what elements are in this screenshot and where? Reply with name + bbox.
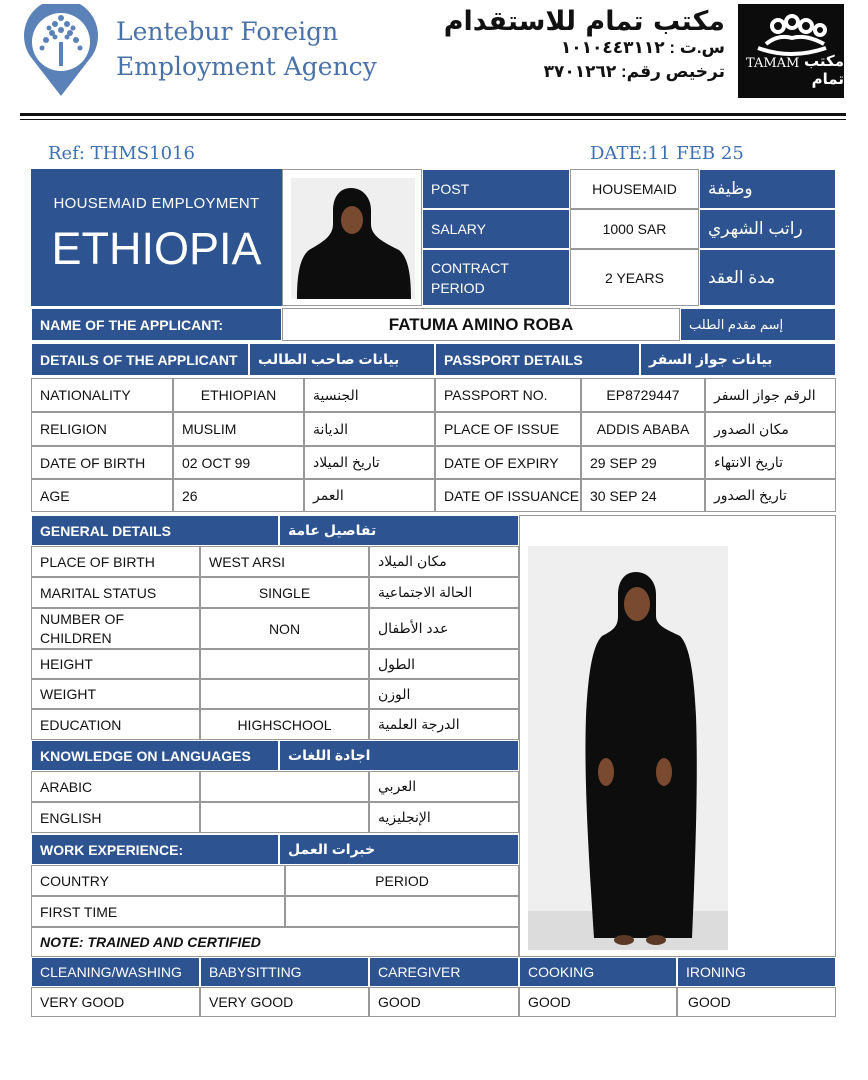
marital-status-arabic: الحالة الاجتماعية (369, 577, 519, 608)
skill-ironing: IRONING (677, 957, 836, 987)
place-of-issue-label: PLACE OF ISSUE (435, 412, 581, 446)
work-country-header: COUNTRY (31, 865, 285, 896)
religion-value: MUSLIM (173, 412, 304, 446)
english-language-value (200, 802, 369, 833)
nationality-label: NATIONALITY (31, 378, 173, 412)
post-value: HOUSEMAID (570, 169, 699, 209)
arabic-language-arabic: العربي (369, 771, 519, 802)
skill-cooking-level: GOOD (519, 987, 677, 1017)
skill-ironing-level: GOOD (677, 987, 836, 1017)
passport-no-arabic: الرقم جواز السفر (705, 378, 836, 412)
nationality-arabic: الجنسية (304, 378, 435, 412)
languages-header: KNOWLEDGE ON LANGUAGES (31, 740, 279, 771)
place-of-birth-label: PLACE OF BIRTH (31, 546, 200, 577)
skill-babysitting: BABYSITTING (200, 957, 369, 987)
height-value (200, 649, 369, 679)
arabic-language-label: ARABIC (31, 771, 200, 802)
reference-number: Ref: THMS1016 (48, 143, 195, 164)
agency-line2: Employment Agency (116, 52, 377, 81)
nationality-value: ETHIOPIAN (173, 378, 304, 412)
country-banner (31, 169, 282, 306)
arabic-office-name: مكتب تمام للاستقدام (443, 6, 725, 37)
tamam-logo-text: TAMAM (746, 56, 800, 71)
place-of-issue-arabic: مكان الصدور (705, 412, 836, 446)
photo-frame (282, 169, 422, 306)
expiry-label: DATE OF EXPIRY (435, 446, 581, 479)
languages-header-arabic: اجادة اللغات (279, 740, 519, 771)
banner-country: ETHIOPIA (51, 223, 262, 274)
age-value: 26 (173, 479, 304, 512)
banner-subtitle: HOUSEMAID EMPLOYMENT (53, 195, 260, 212)
skill-cleaning: CLEANING/WASHING (31, 957, 200, 987)
english-language-label: ENGLISH (31, 802, 200, 833)
arabic-license-number: ترخيص رقم: ٣٧٠١٢٦٢ (543, 62, 725, 81)
applicant-name-arabic: إسم مقدم الطلب (680, 308, 836, 341)
contract-arabic: مدة العقد (699, 249, 836, 306)
passport-header: PASSPORT DETAILS (435, 343, 640, 376)
tamam-logo-arabic: مكتب تمام (803, 53, 844, 88)
children-arabic: عدد الأطفال (369, 608, 519, 649)
weight-arabic: الوزن (369, 679, 519, 709)
applicant-full-photo (528, 546, 728, 950)
work-period-value (285, 896, 519, 927)
work-header: WORK EXPERIENCE: (31, 834, 279, 865)
dob-arabic: تاريخ الميلاد (304, 446, 435, 479)
applicant-name-label: NAME OF THE APPLICANT: (31, 308, 282, 341)
work-header-arabic: خبرات العمل (279, 834, 519, 865)
marital-status-value: SINGLE (200, 577, 369, 608)
details-header: DETAILS OF THE APPLICANT (31, 343, 249, 376)
place-of-issue-value: ADDIS ABABA (581, 412, 705, 446)
age-arabic: العمر (304, 479, 435, 512)
general-header: GENERAL DETAILS (31, 515, 279, 546)
dob-value: 02 OCT 99 (173, 446, 304, 479)
arabic-language-value (200, 771, 369, 802)
agency-logo (22, 4, 100, 98)
weight-label: WEIGHT (31, 679, 200, 709)
training-note: NOTE: TRAINED AND CERTIFIED (31, 927, 519, 957)
general-header-arabic: تفاصيل عامة (279, 515, 519, 546)
religion-arabic: الديانة (304, 412, 435, 446)
skill-cooking: COOKING (519, 957, 677, 987)
education-arabic: الدرجة العلمية (369, 709, 519, 740)
education-label: EDUCATION (31, 709, 200, 740)
religion-label: RELIGION (31, 412, 173, 446)
applicant-name: FATUMA AMINO ROBA (282, 308, 680, 341)
applicant-portrait (291, 178, 415, 299)
agency-line1: Lentebur Foreign (116, 17, 339, 46)
salary-value: 1000 SAR (570, 209, 699, 249)
work-first-time: FIRST TIME (31, 896, 285, 927)
salary-arabic: راتب الشهري (699, 209, 836, 249)
issuance-arabic: تاريخ الصدور (705, 479, 836, 512)
skill-caregiver: CAREGIVER (369, 957, 519, 987)
education-value: HIGHSCHOOL (200, 709, 369, 740)
contract-value: 2 YEARS (570, 249, 699, 306)
age-label: AGE (31, 479, 173, 512)
issuance-value: 30 SEP 24 (581, 479, 705, 512)
children-value: NON (200, 608, 369, 649)
post-label: POST (422, 169, 570, 209)
passport-no-label: PASSPORT NO. (435, 378, 581, 412)
expiry-arabic: تاريخ الانتهاء (705, 446, 836, 479)
header-rule-thin (20, 119, 846, 120)
skill-caregiver-level: GOOD (369, 987, 519, 1017)
height-label: HEIGHT (31, 649, 200, 679)
tamam-logo (738, 4, 844, 98)
place-of-birth-arabic: مكان الميلاد (369, 546, 519, 577)
work-period-header: PERIOD (285, 865, 519, 896)
details-header-arabic: بيانات صاحب الطالب (249, 343, 435, 376)
tree-pin-icon (22, 4, 100, 98)
passport-header-arabic: بيانات جواز السفر (640, 343, 836, 376)
arabic-cr-number: س.ت : ١٠١٠٤٤٣١١٢ (560, 38, 725, 57)
document-date: DATE:11 FEB 25 (590, 143, 744, 164)
skill-babysitting-level: VERY GOOD (200, 987, 369, 1017)
salary-label: SALARY (422, 209, 570, 249)
contract-label: CONTRACT PERIOD (422, 249, 570, 306)
passport-no-value: EP8729447 (581, 378, 705, 412)
marital-status-label: MARITAL STATUS (31, 577, 200, 608)
children-label: NUMBER OF CHILDREN (31, 608, 200, 649)
header-rule-thick (20, 113, 846, 116)
height-arabic: الطول (369, 649, 519, 679)
place-of-birth-value: WEST ARSI (200, 546, 369, 577)
expiry-value: 29 SEP 29 (581, 446, 705, 479)
full-photo-frame (519, 515, 836, 957)
dob-label: DATE OF BIRTH (31, 446, 173, 479)
skill-cleaning-level: VERY GOOD (31, 987, 200, 1017)
english-language-arabic: الإنجليزيه (369, 802, 519, 833)
post-arabic: وظيفة (699, 169, 836, 209)
issuance-label: DATE OF ISSUANCE (435, 479, 581, 512)
agency-name (116, 14, 377, 84)
weight-value (200, 679, 369, 709)
